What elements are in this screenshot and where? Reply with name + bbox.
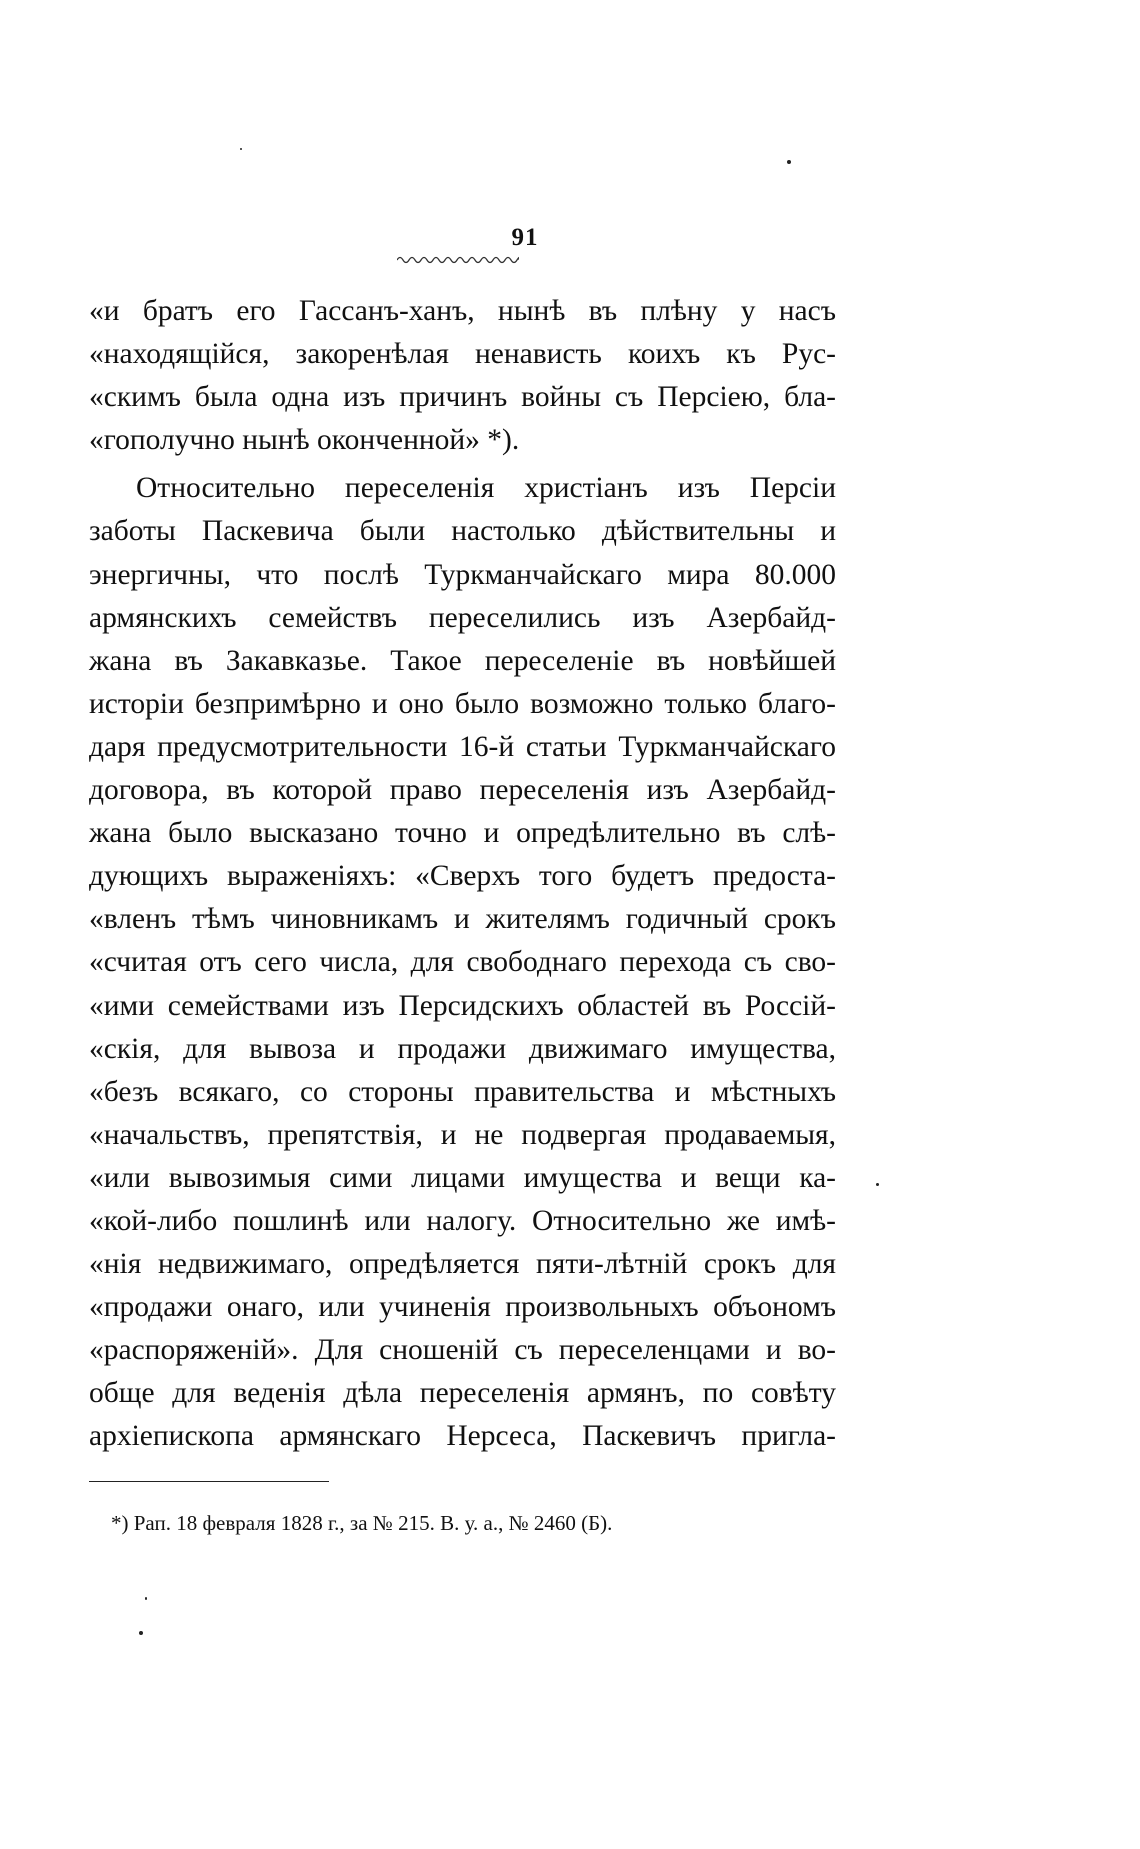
text-line: «начальствъ, препятствія, и не подвергая продаваемыя, — [89, 1118, 836, 1151]
text-line: «гополучно нынѣ оконченной» *). — [89, 424, 520, 457]
text-line: обще для веденія дѣла переселенія армянъ, по совѣту — [89, 1377, 836, 1410]
text-line: «или вывозимыя сими лицами имущества и вещи ка- — [89, 1161, 836, 1194]
text-line: Относительно переселенія христіанъ изъ Персіи — [136, 472, 836, 505]
scan-speck — [240, 148, 242, 150]
page-number: 91 — [511, 224, 539, 251]
text-line: «скія, для вывоза и продажи движимаго имущества, — [89, 1032, 836, 1065]
text-line: «безъ всякаго, со стороны правительства и мѣстныхъ — [89, 1075, 836, 1108]
scan-speck — [787, 160, 791, 164]
text-line: заботы Паскевича были настолько дѣйствительны и — [89, 515, 836, 548]
text-line: армянскихъ семействъ переселились изъ Азербайд- — [89, 601, 836, 634]
text-line: жана было высказано точно и опредѣлительно въ слѣ- — [89, 817, 836, 850]
text-line: «кой-либо пошлинѣ или налогу. Относительно же имѣ- — [89, 1204, 836, 1237]
text-line: энергичны, что послѣ Туркманчайскаго мира 80.000 — [89, 558, 836, 591]
text-line: «ими семействами изъ Персидскихъ областей въ Россій- — [89, 989, 836, 1022]
ornamental-wavy-rule — [397, 254, 519, 266]
footnote-divider — [89, 1481, 329, 1482]
text-line: «и братъ его Гассанъ-ханъ, нынѣ въ плѣну у насъ — [89, 295, 836, 327]
text-line: даря предусмотрительности 16-й статьи Туркманчайскаго — [89, 730, 836, 763]
text-line: «распоряженій». Для сношеній съ переселенцами и во- — [89, 1334, 836, 1367]
scan-speck — [139, 1631, 143, 1635]
text-line: «скимъ была одна изъ причинъ войны съ Персіею, бла- — [89, 381, 836, 414]
text-line: дующихъ выраженіяхъ: «Сверхъ того будетъ предоста- — [89, 860, 836, 893]
text-line: «вленъ тѣмъ чиновникамъ и жителямъ годичный срокъ — [89, 903, 836, 936]
text-line: «считая отъ сего числа, для свободнаго перехода съ сво- — [89, 946, 836, 979]
text-line: «продажи онаго, или учиненія произвольныхъ объономъ — [89, 1291, 836, 1324]
text-line: исторіи безпримѣрно и оно было возможно только благо- — [89, 687, 836, 720]
body-text — [89, 290, 836, 1459]
footnote: *) Рап. 18 февраля 1828 г., за № 215. В. у. а., № 2460 (Б). — [111, 1511, 613, 1535]
scan-speck — [876, 1183, 879, 1186]
text-line: «нія недвижимаго, опредѣляется пяти-лѣтній срокъ для — [89, 1248, 836, 1281]
text-line: архіепископа армянскаго Нерсеса, Паскевичъ пригла- — [89, 1420, 836, 1453]
scan-speck — [145, 1597, 147, 1600]
text-line: жана въ Закавказье. Такое переселеніе въ новѣйшей — [89, 644, 836, 677]
text-line: договора, въ которой право переселенія изъ Азербайд- — [89, 774, 836, 807]
text-line: «находящійся, закоренѣлая ненависть коихъ къ Рус- — [89, 338, 836, 371]
